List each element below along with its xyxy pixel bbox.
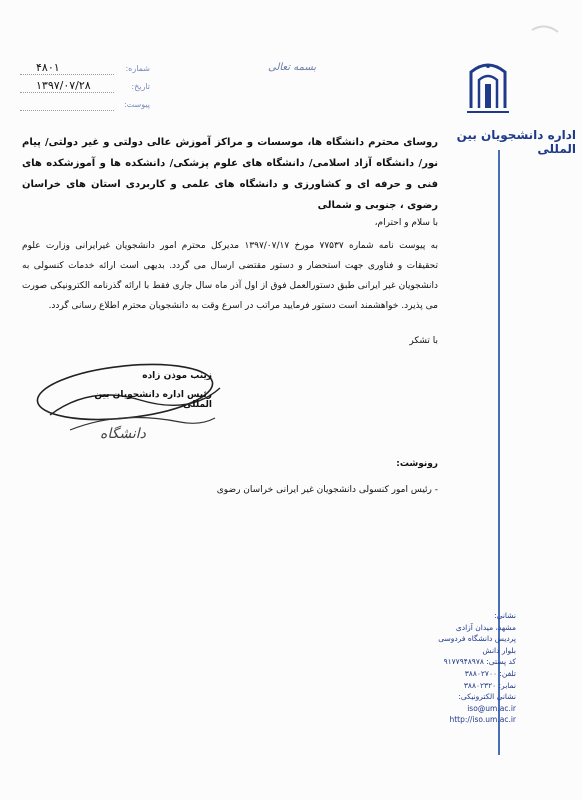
dotted-line <box>20 92 114 93</box>
attachment-label: پیوست: <box>123 100 150 109</box>
letter-body: به پیوست نامه شماره ۷۷۵۳۷ مورخ ۱۳۹۷/۰۷/۱۷ مدیرکل محترم امور دانشجویان غیرایرانی وزارت علوم تحقیقات و فناوری جهت استحضار و دستور مقتضی ارسال می گردد. بدیهی است ارائه خدمات کنسولی به دانشجویان غیر ایرانی طبق دستورالعمل فوق از اول آذر ماه سال جاری فقط با ارائه گذرنامه الکترونیکی صورت می پذیرد. خواهشمند است دستور فرمایید مراتب در اسرع وقت به دانشجویان محترم اطلاع رسانی گردد. <box>22 241 438 311</box>
signatory-title: رئیس اداره دانشجویان بین المللی <box>94 390 212 410</box>
university-logo <box>463 52 513 114</box>
contact-line: نمابر: ۳۸۸۰۲۳۲۰ <box>463 680 516 690</box>
stamp-text: دانشگاه <box>100 426 146 442</box>
letter-number-label: شماره: <box>125 64 150 73</box>
contact-info <box>420 610 516 726</box>
letter-date-label: تاریخ: <box>131 82 150 91</box>
institution-name: اداره دانشجویان بین المللی <box>456 128 576 156</box>
copy-heading: رونوشت: <box>396 459 438 469</box>
dotted-line <box>20 74 114 75</box>
dotted-line <box>20 110 114 111</box>
contact-line: بلوار دانش <box>482 645 516 655</box>
contact-line: نشانی: <box>494 611 516 620</box>
letter-date-value: ۱۳۹۷/۰۷/۲۸ <box>36 79 91 92</box>
letter-addressee: روسای محترم دانشگاه ها، موسسات و مراکز آموزش عالی دولتی و غیر دولتی/ پیام نور/ دانشگاه آزاد اسلامی/ دانشگاه های علوم پزشکی/ دانشکده ها و آموزشکده های فنی و حرفه ای و کشاورزی و دانشگاه های علمی و کاربردی استان های خراسان رضوی ، جنوبی و شمالی <box>22 137 438 211</box>
letter-greeting: با سلام و احترام، <box>374 218 438 228</box>
page-edge-mark <box>530 20 560 60</box>
letter-date-field <box>20 79 150 96</box>
bismillah-heading: بسمه تعالی <box>268 62 317 73</box>
letter-closing: با تشکر <box>409 336 438 346</box>
contact-line: مشهد، میدان آزادی <box>455 622 516 632</box>
attachment-field <box>20 100 150 114</box>
contact-line: نشانی الکترونیکی: <box>458 692 516 702</box>
contact-line: تلفن: ۳۸۸۰۲۷۰۰ <box>464 668 516 678</box>
contact-line: کد پستی: ۹۱۷۷۹۴۸۹۷۸ <box>443 657 516 667</box>
letter-number-field <box>20 61 150 78</box>
contact-website: http://iso.um.ac.ir <box>449 715 516 725</box>
letter-number-value: ۴۸۰۱ <box>36 61 60 74</box>
copy-recipient: - رئیس امور کنسولی دانشجویان غیر ایرانی خراسان رضوی <box>216 485 438 495</box>
contact-email: iso@um.ac.ir <box>467 703 516 713</box>
contact-line: پردیس دانشگاه فردوسی <box>438 634 516 644</box>
signatory-name: زینب موذن زاده <box>142 371 212 381</box>
